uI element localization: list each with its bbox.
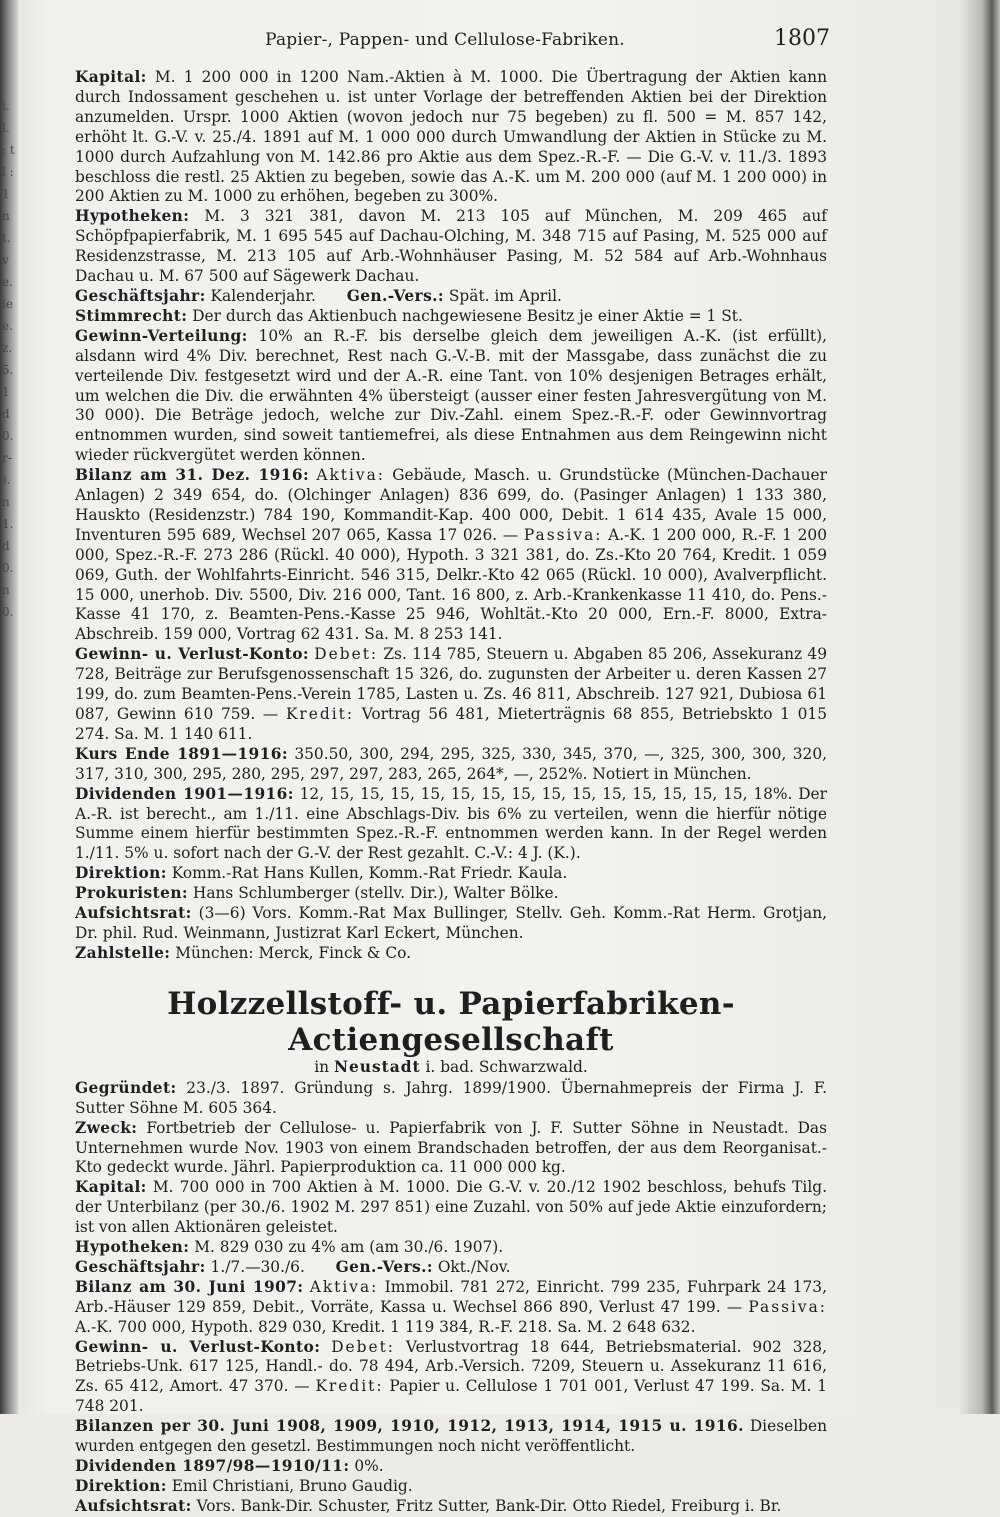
entry-section-label: Passiva: (748, 1297, 827, 1316)
entry-text: Kalenderjahr. (205, 286, 316, 305)
entry-paragraph (75, 864, 827, 884)
entry-label: Stimmrecht: (75, 306, 188, 325)
entry-text: Gebäude, Masch. u. Grundstücke (München-Dachauer Anlagen) 2 349 654, do. (Olchinger Anlagen) 836 699, do. (Pasinger Anlagen) 1 133 380, Hauskto (Residenzstr.) 784 190, Kommandit-Kap. 400 000, Debit. 1 614 435, Avale 15 000, Inventuren 595 689, Wechsel 207 065, Kassa 17 026. — (75, 466, 827, 544)
entry-label: Direktion: (75, 864, 167, 883)
entry-label: Kurs Ende 1891—1916: (75, 744, 288, 763)
entry-paragraph (75, 884, 827, 904)
page-content (75, 68, 827, 1517)
entry-paragraph (75, 307, 827, 327)
entry-paragraph (75, 1238, 827, 1258)
entry-text: 0%. (349, 1457, 384, 1475)
entry-text: Der durch das Aktienbuch nachgewiesene Besitz je einer Aktie = 1 St. (187, 306, 743, 325)
entry-text: 12, 15, 15, 15, 15, 15, 15, 15, 15, 15, 15, 15, 15, 15, 15, 18%. Der A.-R. ist berecht., am 1./11. eine Abschlags-Div. bis 6% zu verteilen, wenn die hierfür nötige Summe einem hierfür bestimmten Spez.-R.-F. entnommen werden kann. In der Regel werden 1./11. 5% u. sofort nach der G.-V. der Rest gezahlt. C.-V.: 4 J. (K.). (75, 784, 827, 863)
entry-label: Bilanz am 30. Juni 1907: (75, 1277, 304, 1296)
entry-text: Verlustvortrag 18 644, Betriebsmaterial. 902 328, Betriebs-Unk. 617 125, Handl.- do. 78 494, Arb.-Versich. 7209, Steuern u. Assekuranz 11 616, Zs. 65 412, Amort. 47 370. — (75, 1337, 827, 1396)
entry-text: Vortrag 56 481, Mieterträgnis 68 855, Betriebskto 1 015 274. Sa. M. 1 140 611. (75, 705, 827, 743)
entry-label: Geschäftsjahr: (75, 1257, 206, 1276)
entry-paragraph (75, 1457, 827, 1477)
entry-label: Gewinn-Verteilung: (75, 326, 248, 345)
entry-text: 23./3. 1897. Gründung s. Jahrg. 1899/1900. Übernahmepreis der Firma J. F. Sutter Söhne M. 605 364. (75, 1078, 827, 1117)
entry-section-label: Debet: (331, 1337, 395, 1356)
entry-label: Prokuristen: (75, 884, 188, 903)
entry-text: Papier u. Cellulose 1 701 001, Verlust 47 199. Sa. M. 1 748 201. (75, 1377, 827, 1416)
entry-paragraph (75, 745, 827, 785)
entry-paragraph (75, 1278, 827, 1338)
left-page-edge (0, 0, 18, 1414)
entry-label: Zahlstelle: (75, 943, 171, 962)
entry-label: Kapital: (75, 1178, 147, 1197)
entry-label: Gen.-Vers.: (335, 1257, 433, 1276)
book-spine-edge (960, 0, 1000, 1414)
entry-paragraph (75, 1119, 827, 1179)
entry-text: A.-K. 1 200 000, R.-F. 1 200 000, Spez.-R.-F. 273 286 (Rückl. 40 000), Hypoth. 3 321 381, do. Zs.-Kto 20 764, Kredit. 1 059 069, Guth. der Wohlfahrts-Einricht. 546 315, Delkr.-Kto 42 065 (Rückl. 10 000), Avalverpflicht. 15 000, unerhob. Div. 5500, Div. 216 000, Tant. 16 800, z. Arb.-Krankenkasse 11 410, do. Pens.-Kasse 41 170, z. Beamten-Pens.-Kasse 25 946, Wohltät.-Kto 20 000, Ern.-F. 8000, Extra-Abschreib. 159 000, Vortrag 62 431. Sa. M. 8 253 141. (75, 525, 827, 644)
entry-paragraph (75, 645, 827, 745)
entry-paragraph (75, 207, 827, 287)
entry-paragraph (75, 1338, 827, 1418)
entry-section-label: Kredit: (315, 1377, 384, 1396)
page-number: 1807 (774, 26, 830, 51)
entry-paragraph (75, 1417, 827, 1457)
entry-paragraph (75, 1477, 827, 1497)
entry-label: Bilanzen per 30. Juni 1908, 1909, 1910, 1912, 1913, 1914, 1915 u. 1916. (75, 1417, 744, 1436)
entry-section-label: Debet: (314, 645, 379, 664)
entry-paragraph (75, 466, 827, 645)
location-town: Neustadt (333, 1057, 421, 1076)
entry-section-label: Passiva: (523, 525, 603, 544)
entry-label: Dividenden 1897/98—1910/11: (75, 1457, 350, 1475)
entry-paragraph (75, 785, 827, 865)
entry-text: München: Merck, Finck & Co. (170, 943, 412, 962)
company-entry-muenchen (75, 68, 827, 964)
entry-paragraph (75, 327, 827, 466)
entry-paragraph (75, 287, 827, 307)
entry-text: Dieselben wurden entgegen den gesetzl. Bestimmungen noch nicht veröffentlicht. (75, 1417, 827, 1456)
company-title: Holzzellstoff- u. Papierfabriken-Actiengesellschaft (167, 985, 735, 1058)
entry-paragraph (75, 1079, 827, 1119)
company-entry-neustadt (75, 1079, 827, 1517)
entry-paragraph (75, 1178, 827, 1238)
entry-label: Kapital: (75, 68, 147, 86)
entry-text: Fortbetrieb der Cellulose- u. Papierfabrik von J. F. Sutter Söhne in Neustadt. Das Unternehmen wurde Nov. 1903 von einem Brandschaden betroffen, der aus dem Reorganisat.-Kto gedeckt wurde. Jährl. Papierproduktion ca. 11 000 000 kg. (75, 1118, 827, 1177)
entry-label: Gen.-Vers.: (346, 286, 444, 305)
entry-label: Bilanz am 31. Dez. 1916: (75, 466, 310, 485)
entry-label: Dividenden 1901—1916: (75, 784, 294, 803)
entry-label: Hypotheken: (75, 207, 190, 226)
entry-text: M. 829 030 zu 4% am (am 30./6. 1907). (189, 1238, 504, 1257)
entry-label: Gegründet: (75, 1078, 177, 1097)
entry-label: Aufsichtsrat: (75, 904, 192, 923)
entry-text: Immobil. 781 272, Einricht. 799 235, Fuhrpark 24 173, Arb.-Häuser 129 859, Debit., Vorräte, Kassa u. Wechsel 866 890, Verlust 47 199. — (75, 1277, 827, 1316)
entry-text: Vors. Bank-Dir. Schuster, Fritz Sutter, Bank-Dir. Otto Riedel, Freiburg i. Br. (191, 1496, 782, 1515)
entry-paragraph (75, 904, 827, 944)
location-suffix: i. bad. Schwarzwald. (420, 1057, 588, 1076)
entry-label: Hypotheken: (75, 1238, 190, 1257)
entry-text: M. 3 321 381, davon M. 213 105 auf München, M. 209 465 auf Schöpfpapierfabrik, M. 1 695 545 auf Dachau-Olching, M. 348 715 auf Pasing, M. 525 000 auf Residenzstrasse, M. 213 105 auf Arb.-Wohnhäuser Pasing, M. 52 584 auf Arb.-Wohnhaus Dachau u. M. 67 500 auf Sägewerk Dachau. (75, 207, 827, 286)
entry-label: Zweck: (75, 1118, 138, 1137)
entry-text: Komm.-Rat Hans Kullen, Komm.-Rat Friedr. Kaula. (166, 864, 568, 883)
entry-label: Direktion: (75, 1476, 167, 1495)
company-location (75, 1058, 827, 1076)
entry-label: Gewinn- u. Verlust-Konto: (75, 1337, 321, 1356)
entry-paragraph (75, 944, 827, 964)
entry-text: 350.50, 300, 294, 295, 325, 330, 345, 370, —, 325, 300, 300, 320, 317, 310, 300, 295, 280, 295, 297, 297, 283, 265, 264*, —, 252%. Notiert in München. (75, 744, 828, 783)
entry-text: Spät. im April. (443, 286, 562, 305)
entry-text: M. 700 000 in 700 Aktien à M. 1000. Die G.-V. v. 20./12 1902 beschloss, behufs Tilg. der Unterbilanz (per 30./6. 1902 M. 297 851) eine Zuzahl. von 50% auf jede Aktie einzufordern; ist von allen Aktionären geleistet. (75, 1178, 827, 1237)
entry-label: Aufsichtsrat: (75, 1496, 192, 1515)
entry-label: Geschäftsjahr: (75, 286, 206, 305)
entry-text: Emil Christiani, Bruno Gaudig. (166, 1476, 413, 1495)
entry-text: Zs. 114 785, Steuern u. Abgaben 85 206, Assekuranz 49 728, Beiträge zur Berufsgenossenschaft 15 326, do. zugunsten der Arbeiter u. deren Kassen 27 199, do. zum Beamten-Pens.-Verein 1785, Lasten u. Zs. 46 811, Abschreib. 127 921, Dubiosa 61 087, Gewinn 610 759. — (75, 645, 827, 723)
entry-text: M. 1 200 000 in 1200 Nam.-Aktien à M. 1000. Die Übertragung der Aktien kann durch Indossament geschehen u. ist unter Vorlage der betreffenden Aktien bei der Direktion anzumelden. Urspr. 1000 Aktien (wovon jedoch nur 75 begeben) zu fl. 500 = M. 857 142, erhöht lt. G.-V. v. 25./4. 1891 auf M. 1 000 000 durch Umwandlung der Aktien in Stücke zu M. 1000 durch Aufzahlung von M. 142.86 pro Aktie aus dem Spez.-R.-F. — Die G.-V. v. 11./3. 1893 beschloss die restl. 25 Aktien zu begeben, sowie das A.-K. um M. 200 000 (auf M. 1 200 000) in 200 Aktien zu M. 1000 zu erhöhen, begeben zu 300%. (75, 68, 827, 206)
entry-text: 10% an R.-F. bis derselbe gleich dem jeweiligen A.-K. (ist erfüllt), alsdann wird 4% Div. berechnet, Rest nach G.-V.-B. mit der Massgabe, dass zunächst die zu verteilende Div. festgesetzt wird und der A.-R. eine Tant. von 10% desjenigen Betrages erhält, um welchen die Div. die erwähnten 4% übersteigt (ausser einer festen Jahresvergütung von M. 30 000). Die Beträge jedoch, welche zur Div.-Zahl. einem Spez.-R.-F. oder Gewinnvortrag entnommen wurden, sind soweit tantiemefrei, als diese Entnahmen aus dem Reingewinn nicht wieder rückvergütet werden können. (75, 326, 827, 465)
entry-text: (3—6) Vors. Komm.-Rat Max Bullinger, Stellv. Geh. Komm.-Rat Herm. Grotjan, Dr. phil. Rud. Weinmann, Justizrat Karl Eckert, München. (75, 904, 827, 942)
entry-paragraph (75, 1258, 827, 1278)
entry-text: 1./7.—30./6. (205, 1257, 305, 1276)
entry-label: Gewinn- u. Verlust-Konto: (75, 645, 310, 664)
entry-paragraph (75, 1497, 827, 1517)
location-prefix: in (314, 1057, 334, 1076)
entry-paragraph (75, 68, 827, 207)
entry-section-label: Aktiva: (309, 1277, 379, 1296)
entry-section-label: Aktiva: (316, 466, 385, 485)
entry-text: A.-K. 700 000, Hypoth. 829 030, Kredit. 1 119 384, R.-F. 218. Sa. M. 2 648 632. (75, 1317, 696, 1336)
running-title: Papier-, Pappen- und Cellulose-Fabriken. (265, 30, 625, 50)
left-margin-fragments: i. l. ; t l : 1 n t. v e. le e. z. 5. 1 d 0. r- ). n 1. d 0. n 0. (2, 99, 15, 619)
entry-text: Hans Schlumberger (stellv. Dir.), Walter Bölke. (188, 884, 559, 903)
page-header (60, 26, 830, 56)
entry-section-label: Kredit: (285, 705, 355, 723)
entry-text: Okt./Nov. (432, 1257, 511, 1276)
